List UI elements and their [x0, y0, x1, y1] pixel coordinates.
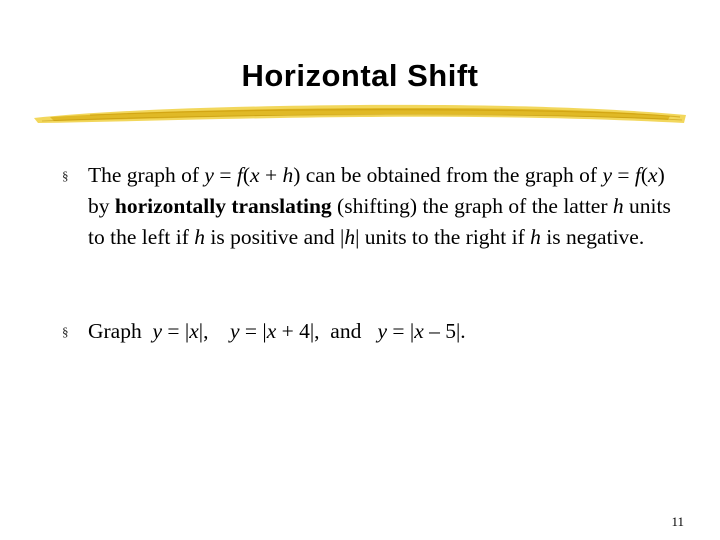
bullet-marker: § — [62, 168, 69, 183]
title-underline-brushstroke — [30, 96, 690, 130]
bullet-text: The graph of y = f(x + h) can be obtained from the graph of y = f(x) by horizontally translating (shifting) the graph of the latter h units to the left if h is positive and |h| units to the right if h is negative. — [88, 163, 671, 249]
bullet-graph-exercise — [62, 316, 682, 347]
slide-title: Horizontal Shift — [241, 58, 479, 93]
bullet-text: Graph y = |x|, y = |x + 4|, and y = |x – 5|. — [88, 319, 466, 343]
emphasis-horizontally-translating: horizontally translating — [114, 194, 332, 218]
page-number: 11 — [671, 514, 684, 529]
bullet-marker: § — [62, 324, 69, 339]
bullet-horizontal-shift-rule — [62, 160, 682, 253]
